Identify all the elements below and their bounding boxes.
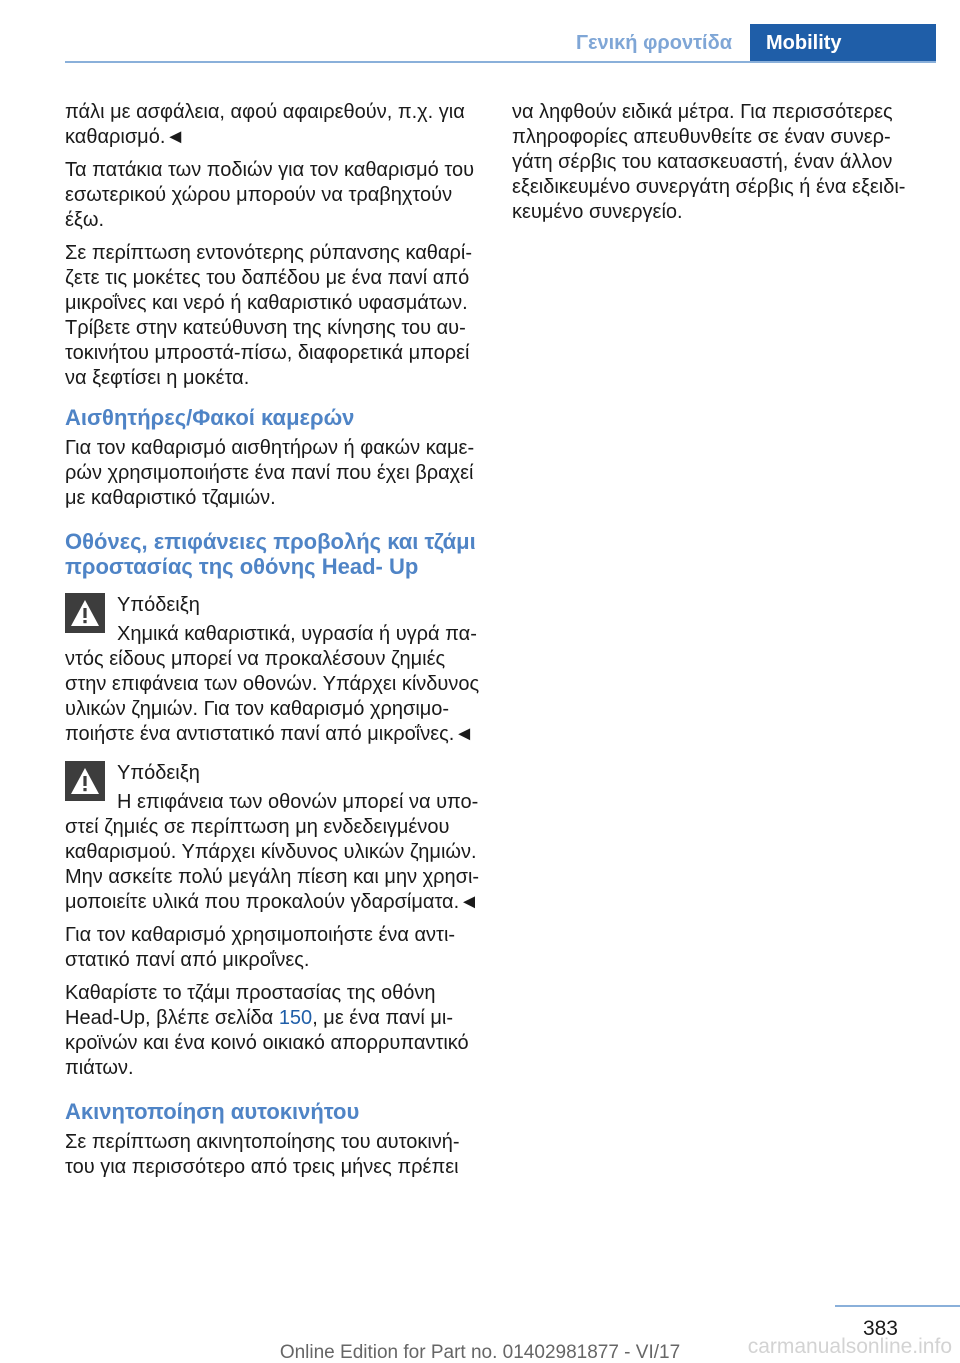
hud-text-after: , με ένα πανί μι‐ κροϊνών και ένα κοινό οικιακό απορρυπαντικό πιάτων. (65, 1007, 469, 1079)
warning-triangle-icon (65, 593, 105, 633)
paragraph-immobilize: Σε περίπτωση ακινητοποίησης του αυτοκινή‐ του για περισσότερο από τρεις μήνες πρέπει (65, 1131, 460, 1178)
paragraph-antistatic-cloth: Για τον καθαρισμό χρησιμοποιήστε ένα αντι‐ στατικό πανί από μικροΐνες. (65, 924, 456, 971)
paragraph-floor-mats: Τα πατάκια των ποδιών για τον καθαρισμό του εσωτερικού χώρου μπορούν να τραβηχτούν έξω. (65, 159, 475, 231)
notice-text-first-line: Η επιφάνεια των οθονών μπορεί να υπο‐ (117, 791, 479, 813)
paragraph-hud-glass (65, 981, 485, 1081)
paragraph-sensors: Για τον καθαρισμό αισθητήρων ή φακών καμε‐ ρών χρησιμοποιήστε ένα πανί που έχει βραχεί με καθαριστικό τζαμιών. (65, 437, 475, 509)
header-divider (65, 61, 936, 63)
hud-text-before: Καθαρίστε το τζάμι προστασίας της οθόνη Head-Up, βλέπε σελίδα (65, 982, 436, 1029)
section-tab-general-care[interactable]: Γενική φροντίδα (575, 32, 732, 54)
heading-screens-hud: Οθόνες, επιφάνειες προβολής και τζάμι προστασίας της οθόνης Head- Up (65, 529, 476, 579)
footer-divider (835, 1305, 960, 1307)
watermark: carmanualsonline.info (747, 1335, 952, 1358)
notice-chemical-cleaners (65, 593, 485, 747)
paragraph-mats-removal: πάλι με ασφάλεια, αφού αφαιρεθούν, π.χ. για καθαρισμό.◄ (65, 101, 465, 148)
right-column (512, 100, 932, 233)
notice-surface-damage (65, 761, 485, 915)
section-tab-mobility[interactable]: Mobility (750, 24, 936, 62)
paragraph-special-measures: να ληφθούν ειδικά μέτρα. Για περισσότερες πληροφορίες απευθυνθείτε σε έναν συνερ‐ γάτη σέρβις του κατασκευαστή, έναν άλλον εξειδικευμένο συνεργάτη σέρβις ή ένα εξειδι‐ κευμένο συνεργείο. (512, 101, 906, 223)
notice-label: Υπόδειξη (117, 594, 200, 616)
header-tabs (560, 24, 936, 62)
heading-immobilize-vehicle: Ακινητοποίηση αυτοκινήτου (65, 1099, 360, 1124)
notice-text: ντός είδους μπορεί να προκαλέσουν ζημιές στην επιφάνεια των οθονών. Υπάρχει κίνδυνος υλικών ζημιών. Για τον καθαρισμό χρησιμο‐ ποιήστε ένα αντιστατικό πανί από μικροΐνες.◄ (65, 648, 480, 745)
left-column (65, 100, 485, 1188)
notice-text-first-line: Χημικά καθαριστικά, υγρασία ή υγρά πα‐ (117, 623, 477, 645)
page-number: 383 (862, 1317, 898, 1340)
footer-edition: Online Edition for Part no. 01402981877 - VI/17 (279, 1342, 681, 1363)
paragraph-carpet-cleaning: Σε περίπτωση εντονότερης ρύπανσης καθαρί‐ ζετε τις μοκέτες του δαπέδου με ένα πανί από μικροΐνες και νερό ή καθαριστικό υφασμάτων. Τρίβετε στην κατεύθυνση της κίνησης του αυ‐ τοκινήτου μπροστά-πίσω, διαφορετικά μπορεί να ξεφτίσει η μοκέτα. (65, 242, 472, 389)
heading-sensors-camera-lenses: Αισθητήρες/Φακοί καμερών (65, 405, 355, 430)
notice-label: Υπόδειξη (117, 762, 200, 784)
notice-text: στεί ζημιές σε περίπτωση μη ενδεδειγμένου καθαρισμού. Υπάρχει κίνδυνος υλικών ζημιών. Μην ασκείτε πολύ μεγάλη πίεση και μην χρησι‐ μοποιείτε υλικά που προκαλούν γδαρσίματα.◄ (65, 816, 480, 913)
warning-triangle-icon (65, 761, 105, 801)
page-reference-link[interactable]: 150 (278, 1007, 313, 1029)
